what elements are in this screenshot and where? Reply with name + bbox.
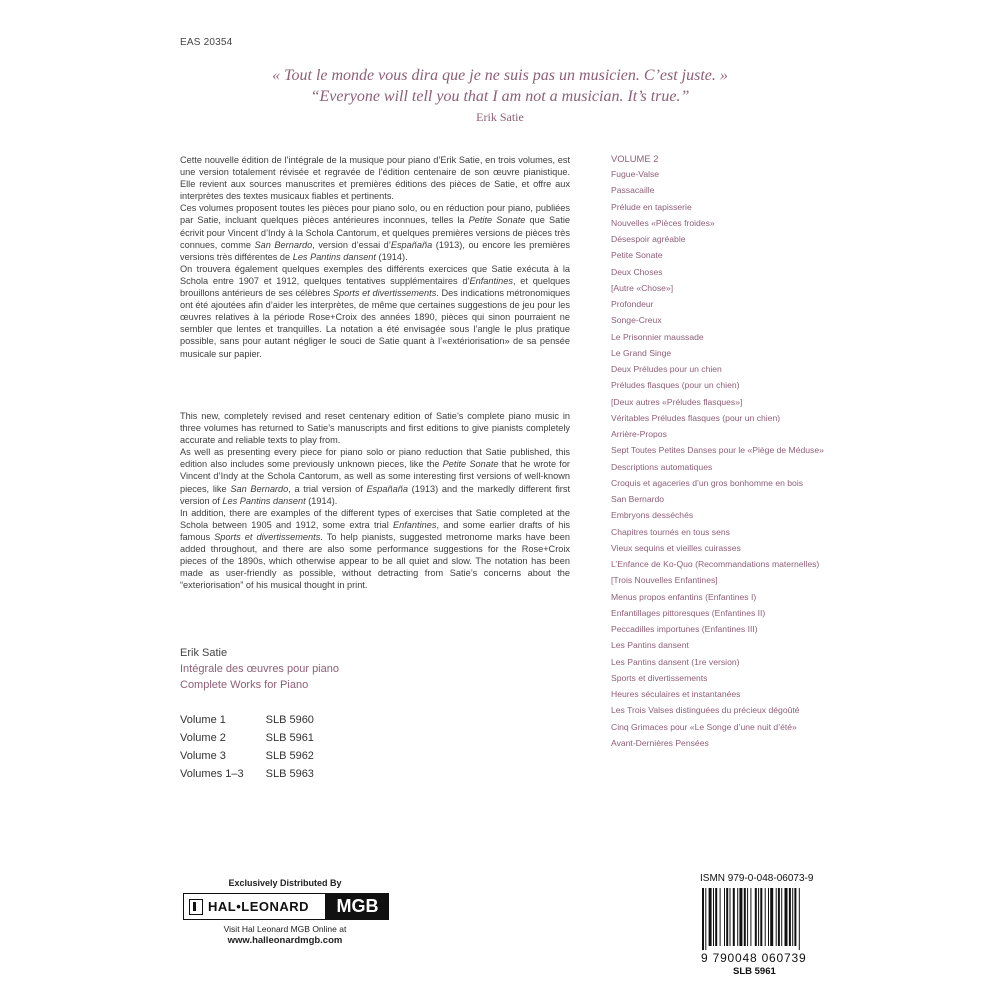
- barcode-bar: [765, 888, 766, 946]
- barcode-bar: [778, 888, 780, 946]
- volume-row: [180, 711, 336, 729]
- barcode-bar: [737, 888, 738, 946]
- english-paragraph-2: As well as presenting every piece for piano solo or piano reduction that Satie published, this edition also includes some previously unknown pieces, like the Petite Sonate that he wrote for Vincent d’Indy at the Schola Cantorum, as well as some interesting first versions of well-known pieces, like San Bernardo, a trial version of Españaña (1913) and the markedly different first version of Les Pantins dansent (1914).: [180, 447, 570, 506]
- quote-english: “Everyone will tell you that I am not a musician. It’s true.”: [310, 88, 690, 105]
- volume-label: Volume 1: [180, 714, 226, 726]
- hal-leonard-mgb-logo: [183, 893, 389, 920]
- volume-2-item: Sports et divertissements: [611, 672, 708, 683]
- volume-2-item: Le Grand Singe: [611, 347, 672, 358]
- series-info: [180, 645, 339, 693]
- volume-2-item: Passacaille: [611, 185, 655, 196]
- barcode-bar: [733, 888, 735, 946]
- volume-2-item: Deux Préludes pour un chien: [611, 364, 722, 374]
- english-paragraph-1: This new, completely revised and reset centenary edition of Satie’s complete piano music in three volumes has returned to Satie’s manuscripts and first editions to give pianists completely accurate and reliable texts to play from.: [180, 411, 570, 446]
- volume-code: SLB 5962: [265, 750, 314, 762]
- volume-2-item: Chapitres tournés en tous sens: [611, 526, 730, 537]
- volume-2-item: [Deux autres «Préludes flasques»]: [611, 396, 743, 407]
- french-description: [180, 154, 570, 360]
- volume-2-item: [Trois Nouvelles Enfantines]: [611, 575, 718, 586]
- barcode-bar: [794, 888, 796, 946]
- french-paragraph-2: Ces volumes proposent toutes les pièces pour piano solo, ou en réduction pour piano, publiées par Satie, incluant quelques pièces antérieures inconnues, telles la Petite Sonate que Satie écrivit pour Vincent d’Indy à la Schola Cantorum, et quelques premières versions de pièces très connues, comme San Bernardo, version d’essai d’Españaña (1913), ou encore les premières versions très différentes de Les Pantins dansent (1914).: [180, 203, 571, 262]
- distributor-url: www.halleonardmgb.com: [227, 935, 343, 946]
- volume-code: SLB 5961: [265, 732, 314, 744]
- volume-2-item: Sept Toutes Petites Danses pour le «Piège de Méduse»: [611, 445, 824, 456]
- ismn-number: ISMN 979-0-048-06073-9: [700, 873, 814, 884]
- volume-2-item: Petite Sonate: [611, 250, 663, 261]
- barcode-bar: [730, 888, 731, 946]
- barcode-bar: [709, 888, 712, 946]
- volume-label: Volume 2: [180, 732, 226, 744]
- barcode-bar: [789, 888, 791, 946]
- distributor-label: Exclusively Distributed By: [228, 878, 342, 888]
- volume-row: [180, 729, 336, 747]
- barcode-bar: [760, 888, 762, 946]
- volume-2-item: Nouvelles «Pièces froides»: [611, 217, 715, 228]
- volume-2-list: [611, 166, 824, 751]
- barcode-bar: [768, 888, 769, 946]
- volume-2-item: Menus propos enfantins (Enfantines I): [611, 591, 757, 602]
- barcode-bar: [739, 888, 742, 946]
- volume-2-item: San Bernardo: [611, 494, 665, 504]
- mgb-wordmark: MGB: [326, 893, 389, 920]
- volume-2-item: Descriptions automatiques: [611, 461, 713, 472]
- volume-2-item: Profondeur: [611, 299, 654, 309]
- barcode-bar: [792, 888, 793, 946]
- volume-2-item: Embryons desséchés: [611, 510, 694, 521]
- volume-2-item: Songe-Creux: [611, 315, 662, 326]
- barcode-bar: [758, 888, 759, 946]
- volume-2-item: Peccadilles importunes (Enfantines III): [611, 624, 758, 634]
- volume-2-item: Croquis et agaceries d’un gros bonhomme en bois: [611, 477, 804, 488]
- barcode-digits: 9 790048 060739: [701, 951, 807, 965]
- barcode-bar: [724, 888, 725, 946]
- volume-2-item: Les Pantins dansent: [611, 640, 689, 651]
- volume-2-heading: VOLUME 2: [611, 153, 659, 164]
- barcode-bar: [726, 888, 728, 946]
- barcode-bar: [755, 888, 757, 946]
- volume-code: SLB 5960: [265, 714, 314, 726]
- distributor-visit: [180, 924, 390, 946]
- volume-row: [180, 765, 336, 783]
- barcode: [700, 888, 830, 950]
- volume-2-item: Cinq Grimaces pour «Le Songe d’une nuit d’été»: [611, 721, 797, 732]
- english-paragraph-3: In addition, there are examples of the different types of exercises that Satie completed at the Schola between 1905 and 1912, some extra trial Enfantines, and some earlier drafts of his famous Sports et divertissements. To help pianists, suggested metronome marks have been added throughout, and there are also some performance suggestions for the Rose+Croix pieces of the 1890s, which otherwise appear to be all quiet and slow. The notation has been made as user-friendly as possible, without detracting from Satie’s concerns about the “exteriorisation” of his musical thought in print.: [180, 507, 570, 591]
- volume-label: Volume 3: [180, 750, 226, 762]
- barcode-bar: [776, 888, 777, 946]
- english-description: [180, 410, 570, 591]
- volumes-table: [180, 711, 336, 783]
- barcode-bar: [715, 888, 717, 946]
- barcode-bar: [781, 888, 782, 946]
- hal-leonard-logo: [183, 893, 326, 920]
- barcode-bar: [744, 888, 746, 946]
- volume-2-item: [Autre «Chose»]: [611, 282, 674, 293]
- barcode-bar: [705, 888, 706, 950]
- barcode-bar: [750, 888, 751, 946]
- catalog-code: EAS 20354: [180, 37, 233, 48]
- volume-label: Volumes 1–3: [180, 768, 244, 780]
- volume-2-item: Vieux sequins et vieilles cuirasses: [611, 542, 741, 553]
- volume-2-item: Heures séculaires et instantanées: [611, 689, 741, 699]
- volume-2-item: Désespoir agréable: [611, 234, 686, 244]
- volume-2-item: Enfantillages pittoresques (Enfantines II): [611, 607, 766, 618]
- french-paragraph-1: Cette nouvelle édition de l’intégrale de la musique pour piano d’Erik Satie, en trois volumes, est une version totalement révisée et regravée de l’édition centenaire de son œuvre pianistique. Elle revient aux sources manuscrites et premières éditions des pièces de Satie, et offre aux interprètes des textes musicaux fiables et pertinents.: [180, 155, 570, 202]
- volume-2-item: Avant-Dernières Pensées: [611, 737, 709, 748]
- quote-author: Erik Satie: [476, 110, 524, 124]
- barcode-bar: [713, 888, 714, 946]
- volume-2-item: Préludes flasques (pour un chien): [611, 380, 740, 391]
- barcode-bar: [770, 888, 773, 946]
- french-paragraph-3: On trouvera également quelques exemples des différents exercices que Satie exécuta à la Schola entre 1907 et 1912, quelques tentatives supplémentaires d’Enfantines, et quelques brouillons antérieurs de ses célèbres Sports et divertissements. Des indications métronomiques ont été ajoutées afin d’aider les interprètes, de même que certaines suggestions de jeu pour les œuvres relatives à la période Rose+Croix des années 1890, pièces qui sinon pourraient ne sembler que lentes et tranquilles. La notation a été envisagée sous l’angle le plus pratique possible, sans pour autant négliger le souci de Satie quant à l’«extériorisation» de sa pensée musicale sur papier.: [180, 263, 570, 359]
- volume-2-item: Les Trois Valses distinguées du précieux dégoûté: [611, 705, 800, 716]
- volume-code: SLB 5963: [265, 768, 314, 780]
- volume-2-item: Deux Choses: [611, 266, 663, 277]
- volume-2-item: L’Enfance de Ko-Quo (Recommandations maternelles): [611, 559, 820, 569]
- volume-2-item: Véritables Préludes flasques (pour un chien): [611, 412, 781, 423]
- hal-leonard-mark-icon: [189, 899, 203, 915]
- series-title-french: Intégrale des œuvres pour piano: [180, 663, 339, 675]
- barcode-bar: [799, 888, 800, 950]
- volume-2-item: Les Pantins dansent (1re version): [611, 656, 740, 667]
- series-title-english: Complete Works for Piano: [180, 679, 309, 691]
- visit-text: Visit Hal Leonard MGB Online at: [223, 924, 347, 934]
- volume-2-contents: [611, 152, 824, 751]
- volume-2-item: Fugue-Valse: [611, 169, 660, 179]
- volume-2-item: Prélude en tapisserie: [611, 201, 692, 212]
- barcode-bar: [785, 888, 788, 946]
- volume-2-item: Le Prisonnier maussade: [611, 331, 704, 342]
- barcode-bar: [702, 888, 704, 950]
- volume-2-item: Arrière-Propos: [611, 429, 667, 439]
- series-composer: Erik Satie: [180, 647, 228, 659]
- quote-french: « Tout le monde vous dira que je ne suis pas un musicien. C’est juste. »: [272, 67, 728, 84]
- catalog-number: SLB 5961: [733, 966, 776, 977]
- barcode-bar: [747, 888, 748, 946]
- barcode-bar: [720, 888, 721, 946]
- volume-row: [180, 747, 336, 765]
- hal-leonard-wordmark: HAL•LEONARD: [208, 899, 310, 914]
